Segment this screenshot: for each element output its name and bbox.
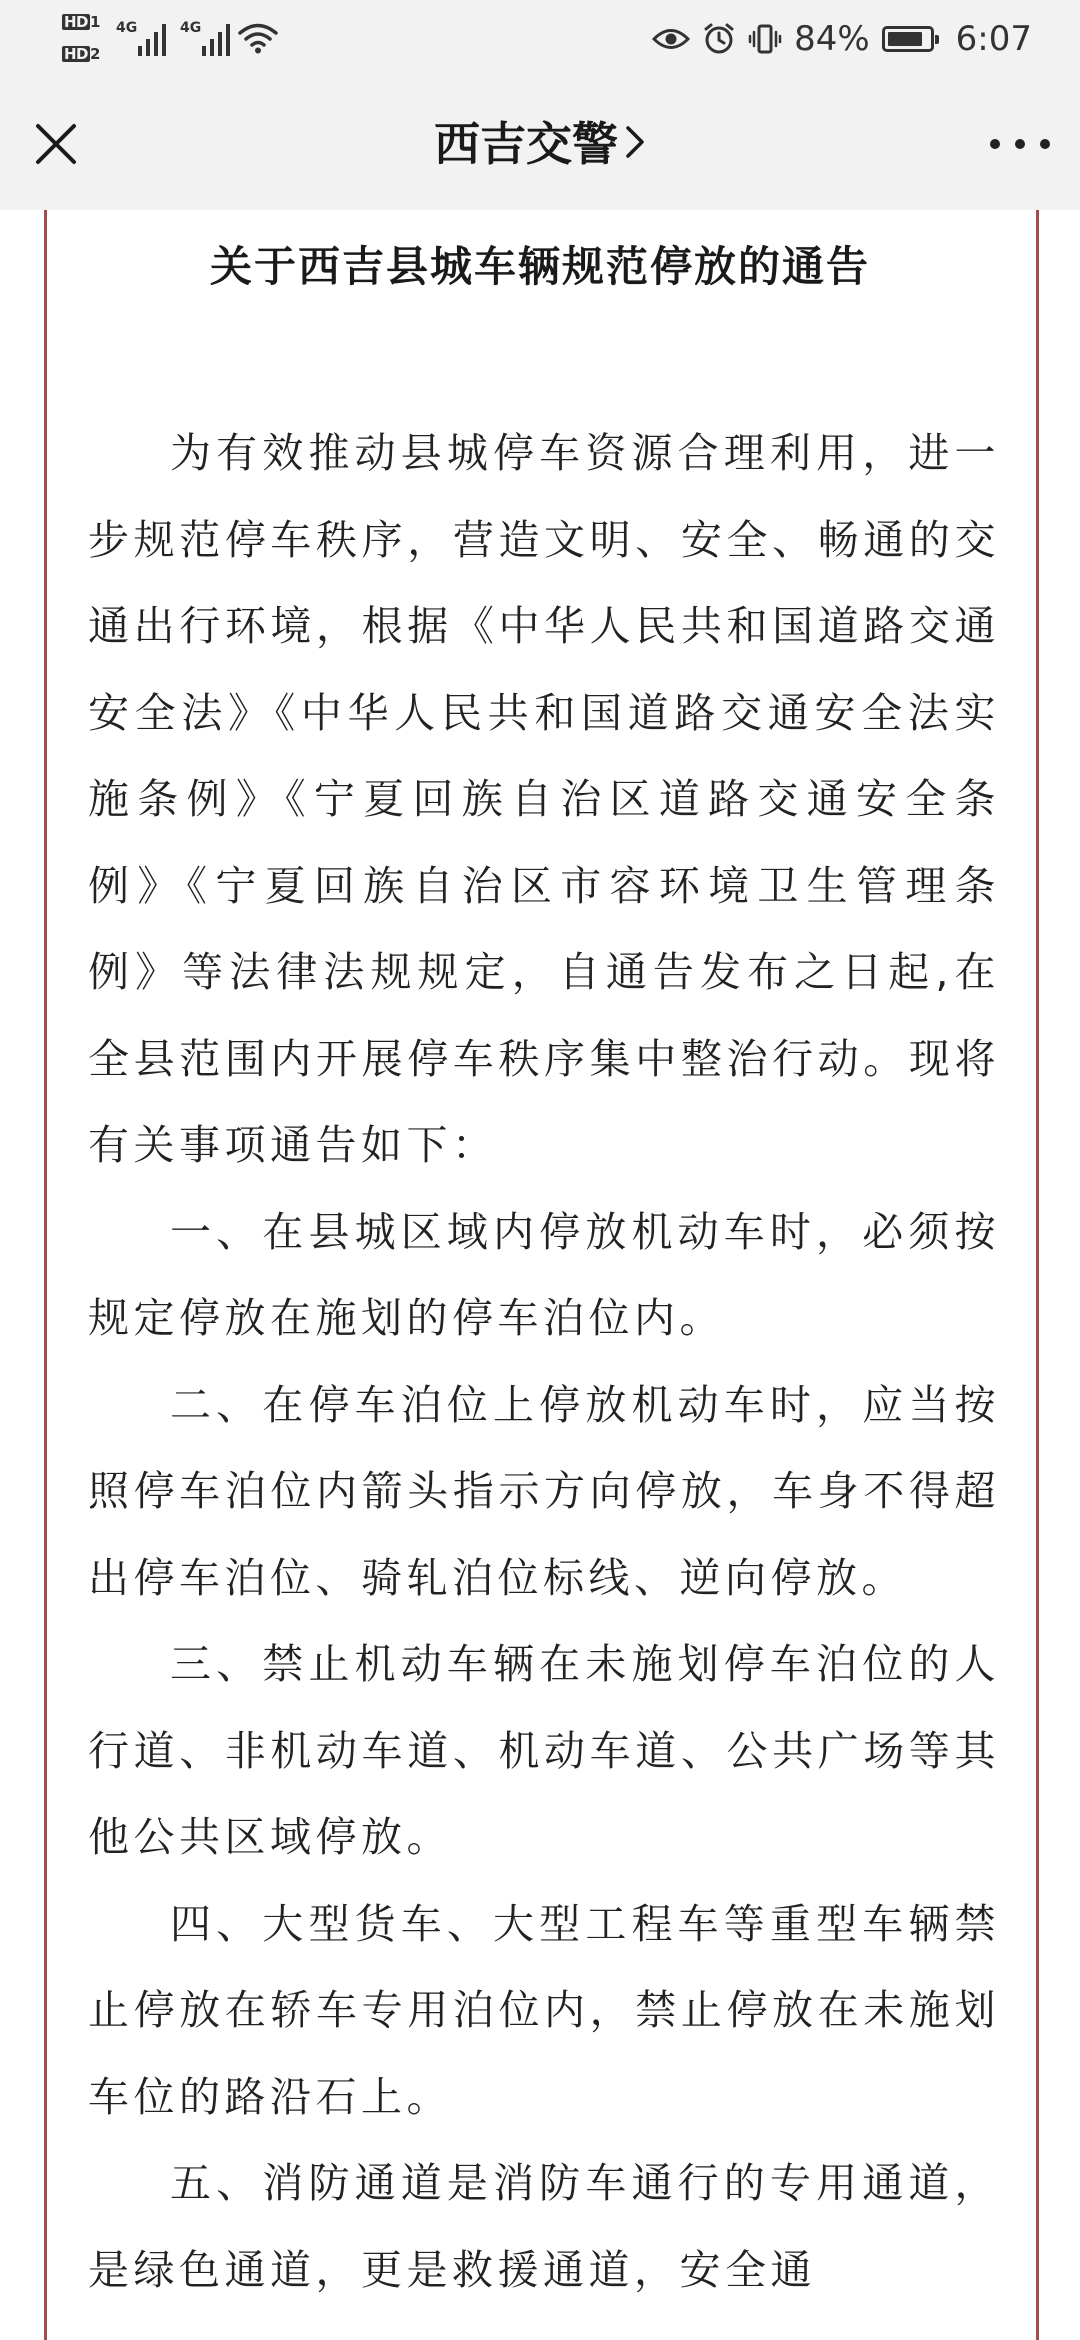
status-right-group — [652, 16, 1032, 62]
article-paragraph-3: 三、禁止机动车辆在未施划停车泊位的人行道、非机动车道、机动车道、公共广场等其他公共区域停放。 — [88, 1640, 1000, 1861]
article-content[interactable] — [0, 210, 1080, 2340]
alarm-icon — [702, 22, 736, 56]
battery-fill — [888, 32, 922, 46]
eye-comfort-icon — [652, 26, 690, 52]
article-body — [88, 410, 1000, 2313]
more-dot-icon — [1015, 139, 1025, 149]
article-title: 关于西吉县城车辆规范停放的通告 — [209, 242, 870, 291]
battery-icon — [882, 26, 934, 52]
signal-2-icon: 4G — [180, 20, 236, 56]
article-paragraph-4: 四、大型货车、大型工程车等重型车辆禁止停放在轿车专用泊位内，禁止停放在未施划车位的路沿石上。 — [88, 1899, 1000, 2121]
more-dot-icon — [990, 139, 1000, 149]
article-paragraph-5: 五、消防通道是消防车通行的专用通道，是绿色通道，更是救援通道，安全通 — [88, 2159, 1000, 2294]
left-border-line — [44, 210, 47, 2340]
article-paragraph-2: 二、在停车泊位上停放机动车时，应当按照停车泊位内箭头指示方向停放，车身不得超出停车泊位、骑轧泊位标线、逆向停放。 — [88, 1380, 1000, 1602]
wifi-icon — [238, 22, 278, 58]
time-text: 6:07 — [955, 19, 1032, 59]
battery-percent-text: 84% — [794, 19, 870, 59]
more-dot-icon — [1040, 139, 1050, 149]
chevron-right-icon — [624, 114, 646, 174]
signal-1-icon: 4G — [116, 20, 172, 56]
right-border-line — [1036, 210, 1039, 2340]
article-paragraph-intro: 为有效推动县城停车资源合理利用，进一步规范停车秩序，营造文明、安全、畅通的交通出行环境，根据《中华人民共和国道路交通安全法》《中华人民共和国道路交通安全法实施条例》《宁夏回族自治区道路交通安全条例》《宁夏回族自治区市容环境卫生管理条例》等法律法规规定，自通告发布之日起,在全县范围内开展停车秩序集中整治行动。现将有关事项通告如下： — [88, 429, 1000, 1169]
hd-voice-2-indicator: HD 2 — [64, 45, 100, 63]
account-title-link[interactable] — [0, 114, 1080, 174]
more-options-button[interactable] — [990, 126, 1050, 162]
hd-voice-1-indicator: HD 1 — [64, 13, 100, 31]
nav-bar — [0, 78, 1080, 210]
account-title: 西吉交警 — [434, 117, 618, 171]
vibrate-icon — [748, 22, 782, 56]
status-bar — [0, 0, 1080, 78]
article-paragraph-1: 一、在县城区域内停放机动车时，必须按规定停放在施划的停车泊位内。 — [88, 1207, 1000, 1342]
